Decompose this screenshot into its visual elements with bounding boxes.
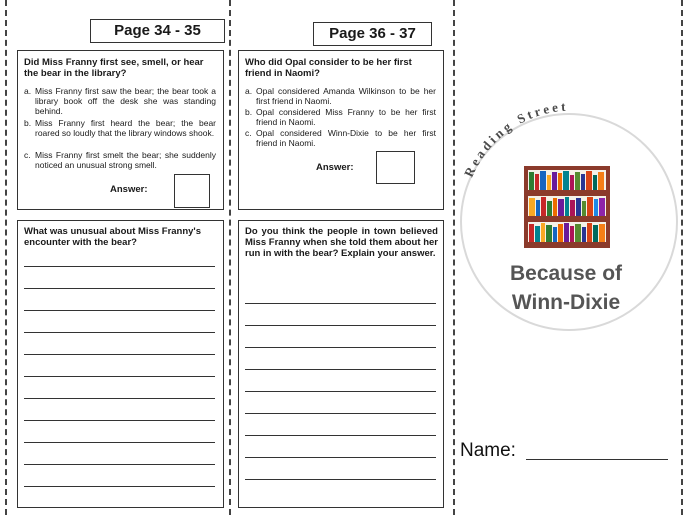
writing-line [24, 288, 215, 289]
option-text: Miss Franny first heard the bear; the bear roared so loudly that the library windows shook. [35, 118, 216, 138]
question-3-text: Who did Opal consider to be her first friend in Naomi? [245, 57, 412, 79]
writing-line [245, 479, 436, 480]
fold-line-middle-left [229, 0, 231, 515]
question-1-option-b [24, 118, 216, 138]
question-3-option-a [245, 86, 436, 106]
question-2-text: What was unusual about Miss Franny's encounter with the bear? [24, 226, 201, 248]
book-title-line-1: Because of [509, 262, 623, 285]
question-1-option-c [24, 150, 216, 170]
writing-line [24, 266, 215, 267]
fold-line-left [5, 0, 7, 515]
fold-line-middle-right [453, 0, 455, 515]
name-label: Name: [460, 440, 516, 461]
answer-label-3: Answer: [316, 162, 354, 173]
option-text: Opal considered Miss Franny to be her first friend in Naomi. [256, 107, 436, 127]
writing-line [245, 369, 436, 370]
writing-line [24, 442, 215, 443]
writing-line [24, 310, 215, 311]
fold-line-right [681, 0, 683, 515]
option-letter: c. [24, 150, 31, 160]
bookshelf-icon [524, 166, 610, 248]
option-text: Miss Franny first smelt the bear; she suddenly noticed an unusual strong smell. [35, 150, 216, 170]
option-letter: a. [245, 86, 253, 96]
writing-line [24, 376, 215, 377]
writing-line [245, 303, 436, 304]
option-letter: b. [24, 118, 32, 128]
option-letter: a. [24, 86, 32, 96]
question-3-option-b [245, 107, 436, 127]
answer-box-3[interactable] [376, 151, 415, 184]
writing-line [24, 332, 215, 333]
writing-line [24, 420, 215, 421]
option-letter: b. [245, 107, 253, 117]
page-label-36-37: Page 36 - 37 [313, 22, 432, 46]
arc-text: Reading Street [460, 98, 569, 180]
writing-line [245, 391, 436, 392]
question-box-4 [238, 220, 444, 508]
option-text: Opal considered Amanda Wilkinson to be her first friend in Naomi. [256, 86, 436, 106]
writing-line [245, 457, 436, 458]
book-title-line-2: Winn-Dixie [511, 291, 621, 314]
writing-line [24, 398, 215, 399]
option-text: Miss Franny first saw the bear; the bear took a library book off the desk she was standing behind. [35, 86, 216, 116]
question-1-text: Did Miss Franny first see, smell, or hear the bear in the library? [24, 57, 204, 79]
page-label-34-35: Page 34 - 35 [90, 19, 225, 43]
writing-line [245, 435, 436, 436]
writing-line [245, 413, 436, 414]
option-letter: c. [245, 128, 252, 138]
writing-line [245, 325, 436, 326]
writing-line [24, 486, 215, 487]
writing-line [245, 347, 436, 348]
option-text: Opal considered Winn-Dixie to be her first friend in Naomi. [256, 128, 436, 148]
writing-line [24, 464, 215, 465]
answer-box-1[interactable] [174, 174, 210, 208]
question-1-option-a [24, 86, 216, 116]
writing-line [24, 354, 215, 355]
question-3-option-c [245, 128, 436, 148]
name-input-line[interactable] [526, 459, 668, 460]
answer-label-1: Answer: [110, 184, 148, 195]
question-4-text: Do you think the people in town believed Miss Franny when she told them about her run in with the bear? Explain your answer. [245, 226, 438, 259]
